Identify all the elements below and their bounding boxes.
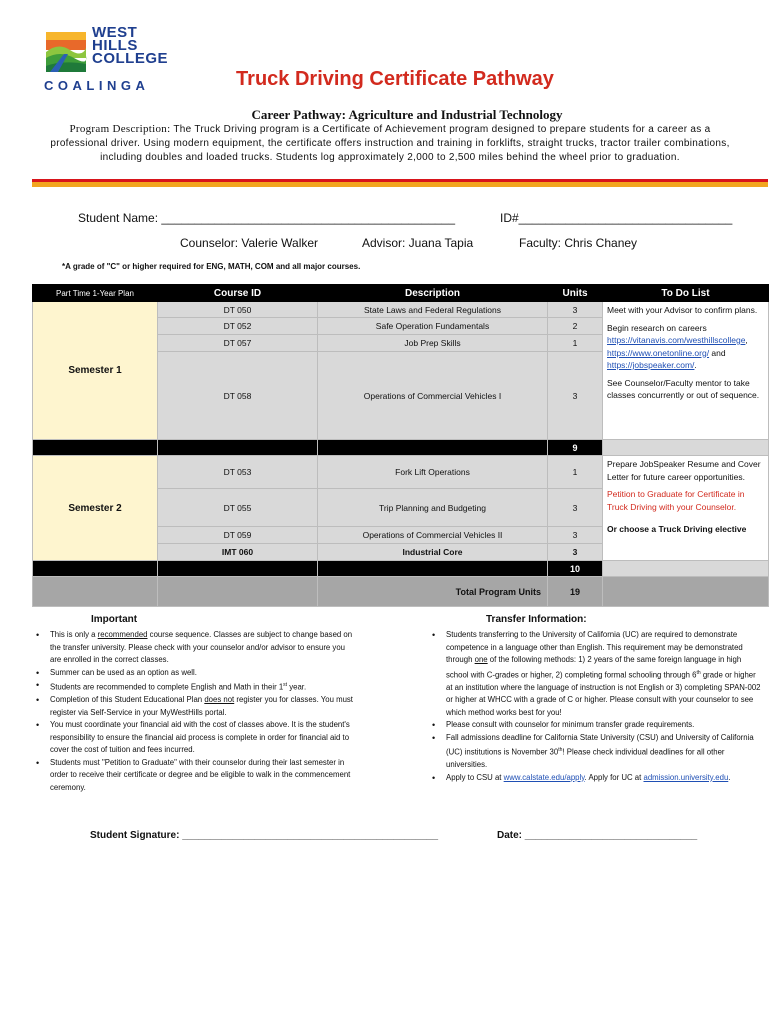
link-end: . — [694, 360, 697, 370]
todo-item: Prepare JobSpeaker Resume and Cover Letter for future career opportunities. — [607, 459, 761, 482]
jobspeaker-link[interactable]: https://jobspeaker.com/ — [607, 360, 695, 370]
grade-requirement-note: *A grade of "C" or higher required for ENG, MATH, COM and all major courses. — [62, 262, 361, 271]
table-row — [33, 456, 769, 489]
list-item: • You must coordinate your financial aid with the cost of classes above. It is the student's responsibility to ensure the financial aid process is complete in order for financial aid to cover the cost of tuition and fees incurred. — [36, 719, 358, 757]
course-units: 3 — [548, 352, 603, 440]
course-description: State Laws and Federal Regulations — [318, 302, 548, 318]
todo-item-careers — [607, 322, 764, 372]
uc-admission-link[interactable]: admission.university.edu — [643, 772, 729, 782]
advisor-name: Advisor: Juana Tapia — [362, 236, 474, 250]
course-units: 3 — [548, 527, 603, 544]
transfer-list — [432, 629, 762, 784]
counselor-name: Counselor: Valerie Walker — [180, 236, 319, 250]
course-id: DT 057 — [158, 335, 318, 352]
course-units: 3 — [548, 302, 603, 318]
todo-item-petition: Petition to Graduate for Certificate in Truck Driving with your Counselor. — [607, 489, 745, 512]
transfer-heading: Transfer Information: — [486, 614, 587, 625]
program-description — [40, 122, 740, 165]
course-description: Operations of Commercial Vehicles II — [318, 527, 548, 544]
description-text: The Truck Driving program is a Certificate of Achievement program designed to prepare students for a career as a professional driver. Using modern equipment, the certificate offers instruction and training in forklifts, straight trucks, tractor trailer combinations, including doubles and loaded trucks. Students log approximately 2,000 to 2,500 miles behind the wheel prior to graduation. — [50, 124, 730, 163]
course-id: DT 055 — [158, 489, 318, 527]
semester-2-subtotal: 10 — [548, 561, 603, 577]
semester-1-label: Semester 1 — [33, 302, 158, 440]
logo-line-2: HILLS — [92, 37, 138, 54]
list-item: • Completion of this Student Educational Plan does not register you for classes. You must register via Self-Service in your MyWestHills portal. — [36, 694, 358, 719]
link-separator: and — [709, 347, 726, 358]
todo-item: See Counselor/Faculty mentor to take classes concurrently or out of sequence. — [607, 377, 760, 400]
course-id: DT 058 — [158, 352, 318, 440]
date-field[interactable]: Date: _______________________________ — [497, 830, 698, 841]
todo-list-semester-1 — [603, 302, 769, 440]
course-units: 2 — [548, 318, 603, 335]
link-separator: , — [745, 335, 748, 345]
faculty-name: Faculty: Chris Chaney — [519, 236, 638, 250]
student-name-field[interactable]: Student Name: ____________________________________________ — [78, 211, 456, 225]
table-header-row — [33, 285, 769, 302]
todo-item: Meet with your Advisor to confirm plans. — [607, 305, 758, 315]
total-units: 19 — [548, 577, 603, 607]
list-item: • Students must "Petition to Graduate" with their counselor during their last semester in order to receive their certificate or degree and be eligible to walk in the commencement ceremony. — [36, 757, 358, 795]
course-plan-table — [32, 284, 769, 607]
course-description: Industrial Core — [318, 544, 548, 561]
logo-line-3: COLLEGE — [92, 50, 169, 67]
list-item: • Students transferring to the University of California (UC) are required to demonstrate competence in a language other than English. This requirement may be demonstrated through one of the following methods: 1) 2 years of the same foreign language in high school with C-grades or higher, 2) completing formal schooling through 6th grade or higher at an institution where the language of instruction is not English or 3) completing SPAN-002 or higher at WHCC with a grade of C or higher. Please consult with your counselor to see which method works best for you! — [432, 629, 762, 719]
semester-1-subtotal-row — [33, 440, 769, 456]
course-units: 3 — [548, 544, 603, 561]
total-row — [33, 577, 769, 607]
list-item: • Summer can be used as an option as well. — [36, 667, 358, 680]
total-label: Total Program Units — [318, 577, 548, 607]
course-description: Safe Operation Fundamentals — [318, 318, 548, 335]
onetonline-link[interactable]: https://www.onetonline.org/ — [607, 347, 710, 358]
course-description: Job Prep Skills — [318, 335, 548, 352]
important-list — [36, 629, 358, 794]
course-id: IMT 060 — [158, 544, 318, 561]
page-title: Truck Driving Certificate Pathway — [236, 68, 554, 90]
semester-2-label: Semester 2 — [33, 456, 158, 561]
course-units: 1 — [548, 456, 603, 489]
logo-wordmark — [92, 26, 168, 65]
vitanavis-link[interactable]: https://vitanavis.com/westhillscollege — [607, 335, 746, 345]
important-heading: Important — [91, 614, 138, 625]
course-units: 1 — [548, 335, 603, 352]
semester-1-subtotal: 9 — [548, 440, 603, 456]
course-description: Trip Planning and Budgeting — [318, 489, 548, 527]
header-plan: Part Time 1-Year Plan — [33, 285, 158, 302]
course-id: DT 050 — [158, 302, 318, 318]
course-id: DT 053 — [158, 456, 318, 489]
list-item: • Apply to CSU at www.calstate.edu/apply. Apply for UC at admission.university.edu. — [432, 772, 762, 785]
student-id-field[interactable]: ID#________________________________ — [500, 211, 733, 225]
course-id: DT 059 — [158, 527, 318, 544]
list-item: • This is only a recommended course sequence. Classes are subject to change based on the transfer university. Please check with your counselor and/or advisor to ensure you are enrolled in the correct classes. — [36, 629, 358, 667]
calstate-link[interactable]: www.calstate.edu/apply — [503, 772, 585, 782]
header-units: Units — [548, 285, 603, 302]
description-lead: Program Description: — [69, 123, 171, 135]
list-item: • Please consult with counselor for minimum transfer grade requirements. — [432, 719, 762, 732]
todo-item-elective: Or choose a Truck Driving elective — [607, 524, 747, 534]
header-course-id: Course ID — [158, 285, 318, 302]
header-todo: To Do List — [603, 285, 769, 302]
course-description: Fork Lift Operations — [318, 456, 548, 489]
todo-careers-text: Begin research on careers — [607, 322, 707, 333]
list-item: • Students are recommended to complete English and Math in their 1st year. — [36, 679, 358, 694]
list-item: • Fall admissions deadline for California State University (CSU) and University of California (UC) institutions is November 30th! Please check individual deadlines for all other universities. — [432, 732, 762, 772]
header-description: Description — [318, 285, 548, 302]
course-description: Operations of Commercial Vehicles I — [318, 352, 548, 440]
career-pathway-subtitle: Career Pathway: Agriculture and Industrial Technology — [251, 107, 563, 122]
semester-2-subtotal-row — [33, 561, 769, 577]
logo-line-1: WEST — [92, 24, 138, 41]
logo-city: COALINGA — [44, 78, 150, 93]
table-row — [33, 302, 769, 318]
course-units: 3 — [548, 489, 603, 527]
todo-list-semester-2 — [603, 456, 769, 561]
course-id: DT 052 — [158, 318, 318, 335]
divider-gold — [32, 182, 768, 187]
student-signature-field[interactable]: Student Signature: ______________________________________________ — [90, 830, 439, 841]
